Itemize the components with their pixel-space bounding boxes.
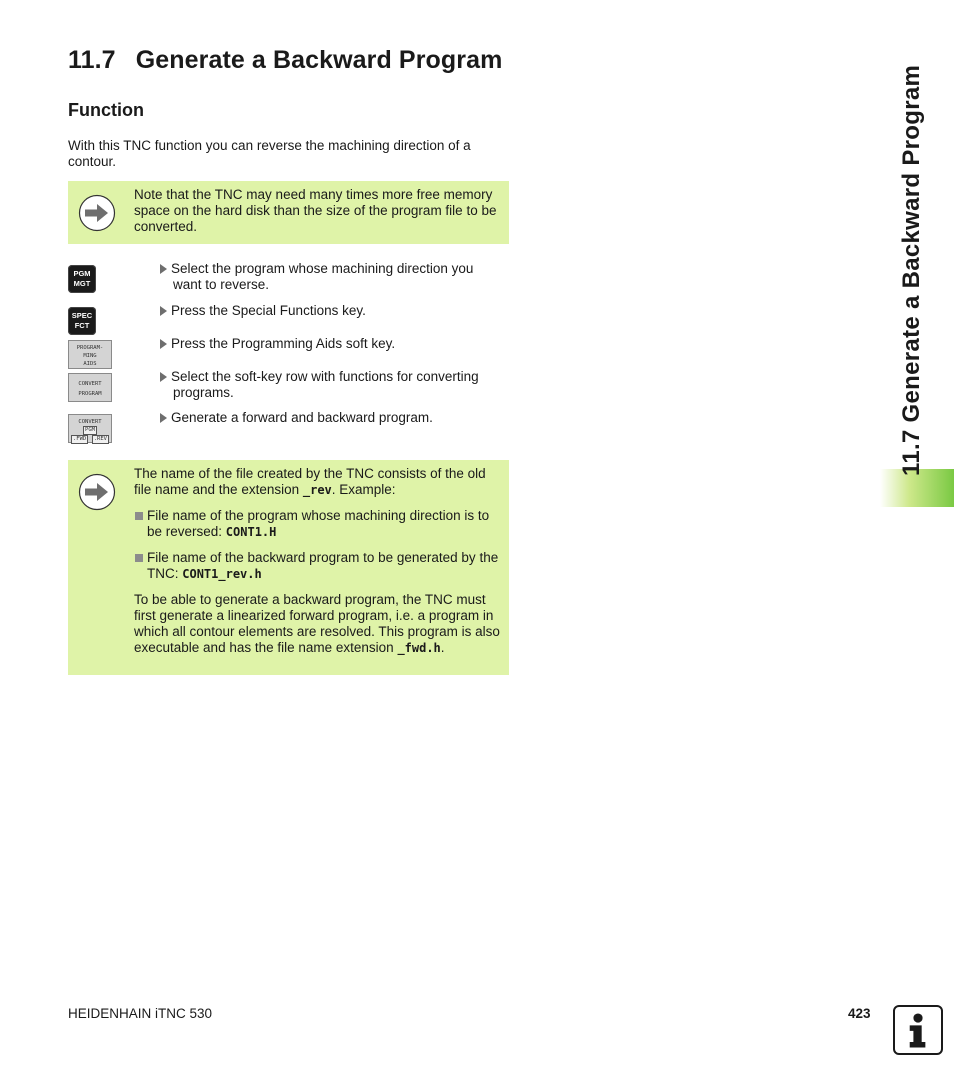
- key-label-line2: MGT: [73, 279, 91, 288]
- note-paragraph-1: [134, 466, 500, 498]
- softkey-pgm-label: PGM: [85, 427, 95, 433]
- softkey-fwd-label: .FWD: [73, 436, 87, 442]
- step-marker-icon: [160, 264, 167, 274]
- arrow-right-icon: [78, 473, 116, 511]
- softkey-label-line1: CONVERT: [78, 381, 102, 387]
- bullet-text: File name of the backward program to be generated by the TNC:: [147, 550, 499, 581]
- step-special-functions: [160, 303, 510, 319]
- step-text: Select the program whose machining direction you: [171, 261, 474, 276]
- bullet-item-source: [134, 508, 500, 540]
- softkey-label-line2: MING: [83, 353, 97, 359]
- step-marker-icon: [160, 413, 167, 423]
- bullet-item-backward: [134, 550, 500, 582]
- note-box-filenames: [68, 460, 509, 675]
- text-span: . Example:: [331, 482, 396, 497]
- step-generate-programs: [160, 410, 510, 426]
- code-fwd: _fwd.h: [397, 641, 441, 655]
- step-select-program: [160, 261, 510, 293]
- page-number: 423: [848, 1006, 871, 1021]
- step-marker-icon: [160, 339, 167, 349]
- section-title: [68, 46, 502, 75]
- section-title-text: Generate a Backward Program: [135, 46, 503, 74]
- code-rev: _rev: [302, 483, 332, 497]
- step-convert-row: [160, 369, 510, 401]
- softkey-label-line1: PROGRAM-: [76, 345, 104, 351]
- bullet-square-icon: [135, 512, 143, 520]
- step-marker-icon: [160, 306, 167, 316]
- softkey-label-line2: PROGRAM: [78, 391, 102, 397]
- bullet-square-icon: [135, 554, 143, 562]
- pgm-mgt-key[interactable]: [68, 265, 96, 293]
- subsection-title: Function: [68, 100, 144, 120]
- key-label-line2: FCT: [74, 321, 90, 330]
- key-label-line1: PGM: [73, 269, 91, 278]
- step-text: Select the soft-key row with functions for converting: [171, 369, 479, 384]
- info-icon: [893, 1005, 943, 1055]
- key-label-line1: SPEC: [71, 311, 93, 320]
- step-marker-icon: [160, 372, 167, 382]
- note-text: [134, 466, 500, 656]
- intro-paragraph: With this TNC function you can reverse the machining direction of a contour.: [68, 138, 471, 169]
- code-cont1-rev: CONT1_rev.h: [182, 567, 262, 581]
- softkey-label-line1: CONVERT: [78, 419, 102, 425]
- step-text: Press the Special Functions key.: [171, 303, 366, 318]
- programming-aids-softkey[interactable]: [68, 340, 112, 369]
- convert-program-softkey[interactable]: [68, 373, 112, 402]
- convert-fwd-rev-softkey[interactable]: [68, 414, 112, 443]
- step-programming-aids: [160, 336, 510, 352]
- step-text: Press the Programming Aids soft key.: [171, 336, 396, 351]
- text-span: .: [440, 640, 445, 655]
- code-cont1: CONT1.H: [225, 525, 277, 539]
- step-text: Generate a forward and backward program.: [171, 410, 433, 425]
- footer-manual-name: HEIDENHAIN iTNC 530: [68, 1006, 213, 1021]
- bullet-text: File name of the program whose machining direction is to be reversed:: [147, 508, 490, 539]
- note-box-memory: [68, 181, 509, 244]
- spec-fct-key[interactable]: [68, 307, 96, 335]
- vertical-chapter-title: 11.7 Generate a Backward Program: [898, 64, 925, 476]
- arrow-right-icon: [78, 194, 116, 232]
- step-text-cont: programs.: [173, 385, 234, 400]
- note-paragraph-2: [134, 592, 500, 656]
- note-text: Note that the TNC may need many times more free memory space on the hard disk than the size of the program file to be converted.: [134, 187, 497, 234]
- softkey-rev-label: .REV: [93, 436, 107, 442]
- step-text-cont: want to reverse.: [173, 277, 270, 292]
- section-number: 11.7: [68, 46, 116, 74]
- softkey-label-line3: AIDS: [83, 361, 97, 367]
- text-span: To be able to generate a backward program, the TNC must first generate a linearized forward program, i.e. a program in which all contour elements are resolved. This program is also executable and has the file name extension: [134, 592, 500, 655]
- text-span: The name of the file created by the TNC consists of the old file name and the extension: [134, 466, 486, 497]
